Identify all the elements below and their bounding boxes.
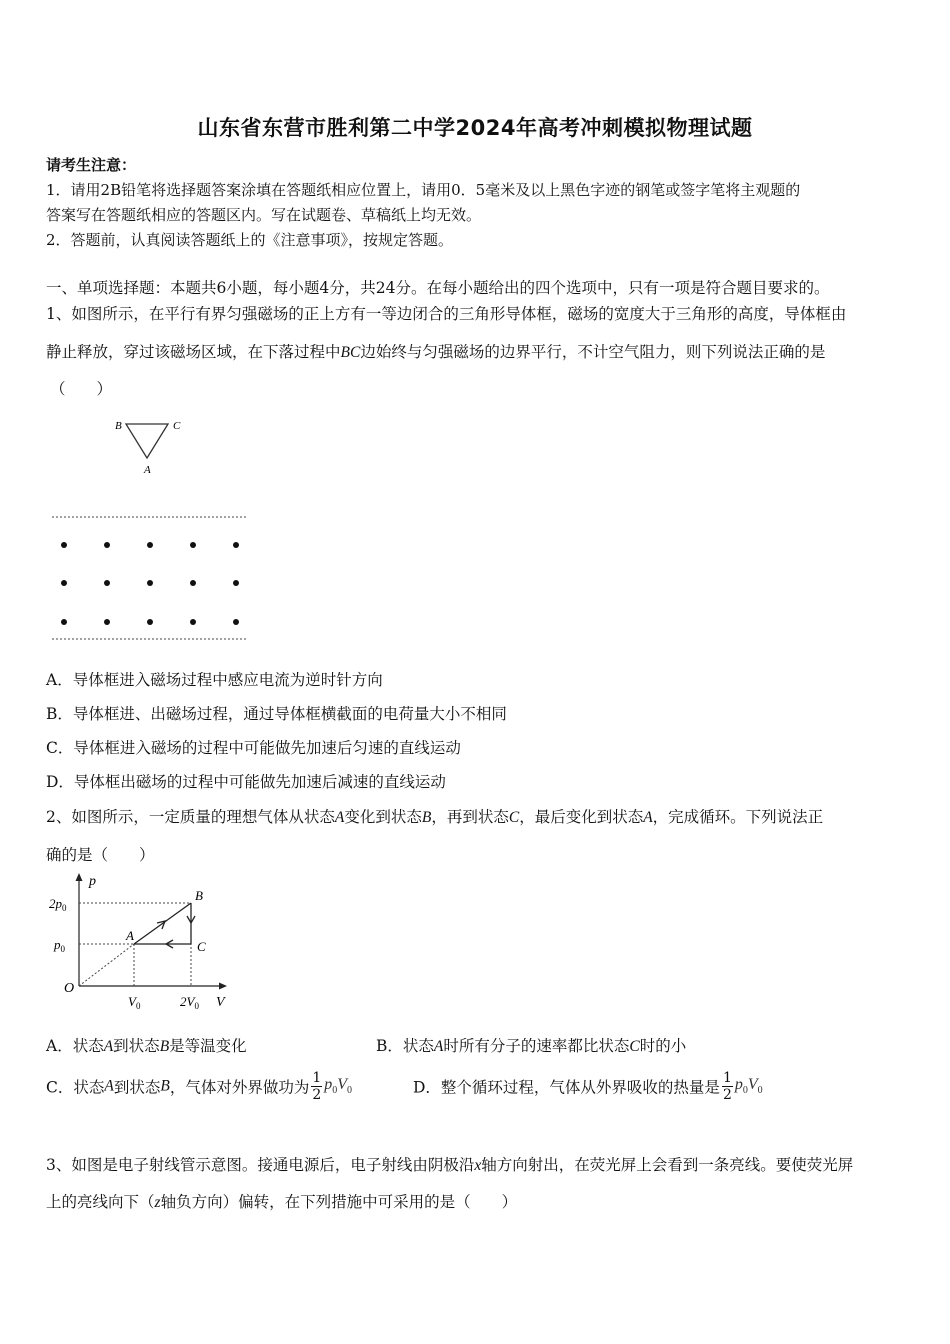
v-axis-arrow bbox=[219, 983, 227, 990]
notice-heading: 请考生注意： bbox=[46, 156, 137, 174]
p-axis-arrow bbox=[76, 873, 83, 881]
section-heading: 一、单项选择题：本题共6小题，每小题4分，共24分。在每小题给出的四个选项中，只有一项是符合题目要求的。 bbox=[46, 279, 830, 297]
q1-answer-bracket: （ ） bbox=[50, 380, 113, 398]
q1-option-a: A．导体框进入磁场过程中感应电流为逆时针方向 bbox=[46, 671, 383, 689]
point-a-label: A bbox=[126, 928, 134, 943]
q1-option-b: B．导体框进、出磁场过程，通过导体框横截面的电荷量大小不相同 bbox=[46, 705, 507, 723]
tick-v0: $V_0$ bbox=[128, 994, 141, 1011]
q1-option-c: C．导体框进入磁场的过程中可能做先加速后匀速的直线运动 bbox=[46, 739, 461, 757]
origin-label: O bbox=[64, 981, 75, 996]
q1-stem-line2: 静止释放，穿过该磁场区域，在下落过程中BC边始终与匀强磁场的边界平行，不计空气阻力，则下列说法正确的是 bbox=[46, 343, 826, 361]
p-axis-label: p bbox=[89, 874, 96, 889]
origin-to-a-line bbox=[79, 944, 134, 986]
v-axis-label: V bbox=[216, 995, 225, 1010]
page-title: 山东省东营市胜利第二中学2024年高考冲刺模拟物理试题 bbox=[197, 116, 753, 140]
p0v0-term: $p_0V_0$ bbox=[734, 1076, 763, 1097]
field-dots bbox=[61, 542, 239, 625]
q2-stem-line1: 2、如图所示，一定质量的理想气体从状态A变化到状态B，再到状态C，最后变化到状态A，完成循环。下列说法正 bbox=[46, 808, 824, 826]
q2-option-c: C．状态A到状态B，气体对外界做功为 $\frac{1}{2}$ $p_0V_0$ bbox=[46, 1070, 353, 1103]
tick-2v0: $2V_0$ bbox=[180, 994, 199, 1011]
tick-2p0: $2p_0$ bbox=[49, 896, 67, 913]
path-a-to-b bbox=[134, 903, 191, 944]
q2-pv-graph bbox=[44, 870, 244, 1016]
q2-option-b: B．状态A时所有分子的速率都比状态C时的小 bbox=[376, 1037, 687, 1055]
tick-p0: $p_0$ bbox=[54, 937, 65, 954]
notice-item-1b: 答案写在答题纸相应的答题区内。写在试题卷、草稿纸上均无效。 bbox=[46, 206, 482, 224]
q3-stem-line1: 3、如图是电子射线管示意图。接通电源后，电子射线由阴极沿x轴方向射出，在荧光屏上会看到一条亮线。要使荧光屏 bbox=[46, 1156, 854, 1174]
fraction-half: $\frac{1}{2}$ bbox=[312, 1070, 322, 1103]
q2-option-a: A．状态A到状态B是等温变化 bbox=[46, 1037, 247, 1055]
label-a: A bbox=[144, 464, 151, 476]
q1-option-d: D．导体框出磁场的过程中可能做先加速后减速的直线运动 bbox=[46, 773, 446, 791]
triangle-frame bbox=[126, 424, 168, 458]
p0v0-term: $p_0V_0$ bbox=[324, 1076, 353, 1097]
q2-option-d: D．整个循环过程，气体从外界吸收的热量是 $\frac{1}{2}$ $p_0V_0$ bbox=[413, 1070, 763, 1103]
point-b-label: B bbox=[195, 888, 203, 903]
notice-item-2: 2．答题前，认真阅读答题纸上的《注意事项》，按规定答题。 bbox=[46, 231, 454, 249]
notice-item-1a: 1．请用2B铅笔将选择题答案涂填在答题纸相应位置上，请用0．5毫米及以上黑色字迹的钢笔或签字笔将主观题的 bbox=[46, 181, 801, 199]
q1-figure bbox=[46, 412, 256, 647]
point-c-label: C bbox=[197, 939, 206, 954]
q1-stem-line1: 1、如图所示，在平行有界匀强磁场的正上方有一等边闭合的三角形导体框，磁场的宽度大于三角形的高度，导体框由 bbox=[46, 305, 847, 323]
label-b: B bbox=[115, 420, 122, 432]
q3-stem-line2: 上的亮线向下（z轴负方向）偏转，在下列措施中可采用的是（ ） bbox=[46, 1193, 518, 1211]
label-c: C bbox=[173, 420, 181, 432]
q2-stem-line2: 确的是（ ） bbox=[46, 846, 155, 864]
fraction-half: $\frac{1}{2}$ bbox=[722, 1070, 732, 1103]
